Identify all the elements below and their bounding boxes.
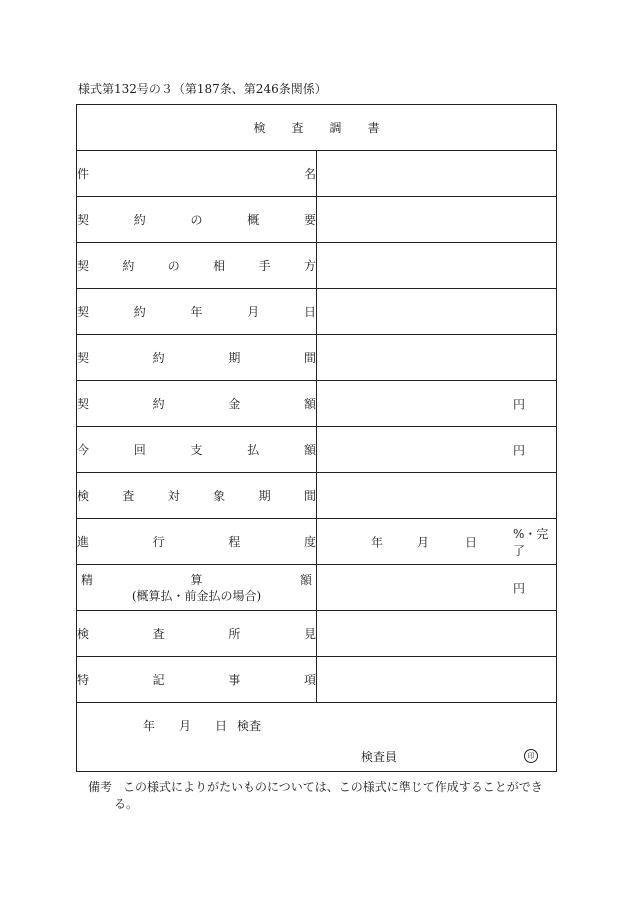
note-continuation: る。: [114, 797, 139, 811]
yen-unit: 円: [513, 443, 526, 457]
value-findings[interactable]: [317, 611, 557, 657]
label-contract-amount: 契 約 金 額: [77, 397, 316, 411]
value-remarks[interactable]: [317, 657, 557, 703]
form-number: 様式第132号の３（第187条、第246条関係）: [78, 82, 327, 96]
footer-month: 月: [179, 719, 192, 733]
row-contract-period: [77, 335, 557, 381]
value-contract-period[interactable]: [317, 335, 557, 381]
label-contract-summary: 契 約 の 概 要: [77, 213, 316, 227]
row-inspection-period: [77, 473, 557, 519]
row-settlement: [77, 565, 557, 611]
value-contract-summary[interactable]: [317, 197, 557, 243]
value-inspection-period[interactable]: [317, 473, 557, 519]
progress-year: 年: [371, 535, 384, 549]
label-inspection-period: 検 査 対 象 期 間: [77, 489, 316, 503]
label-contract-date: 契 約 年 月 日: [77, 305, 316, 319]
yen-unit: 円: [513, 397, 526, 411]
progress-suffix: %・完了: [513, 526, 549, 558]
form-title-cell: [77, 105, 557, 151]
row-subject: [77, 151, 557, 197]
label-settlement-sub: (概算払・前金払の場合): [131, 588, 262, 603]
row-findings: [77, 611, 557, 657]
note-text: この様式によりがたいものについては、この様式に準じて作成することができ: [123, 780, 543, 794]
footer-day: 日: [215, 719, 228, 733]
progress-day: 日: [465, 535, 478, 549]
row-remarks: [77, 657, 557, 703]
footer-year: 年: [143, 719, 156, 733]
value-progress[interactable]: [317, 519, 557, 565]
value-settlement[interactable]: [317, 565, 557, 611]
label-findings: 検 査 所 見: [77, 627, 316, 641]
row-contract-amount: [77, 381, 557, 427]
inspection-footer: [77, 703, 557, 772]
value-subject[interactable]: [317, 151, 557, 197]
form-title: 検査調書: [253, 121, 406, 135]
seal-mark: 印: [524, 749, 538, 763]
row-contract-date: [77, 289, 557, 335]
row-progress: [77, 519, 557, 565]
row-payment-amount: [77, 427, 557, 473]
label-subject: 件 名: [77, 167, 316, 181]
value-contract-date[interactable]: [317, 289, 557, 335]
label-payment-amount: 今 回 支 払 額: [77, 443, 316, 457]
note-head: 備考: [88, 780, 113, 794]
row-contract-summary: [77, 197, 557, 243]
label-contract-party: 契 約 の 相 手 方: [77, 259, 316, 273]
inspector-label: 検査員: [361, 750, 398, 764]
label-remarks: 特 記 事 項: [77, 673, 316, 687]
progress-month: 月: [417, 535, 430, 549]
note: [88, 779, 558, 813]
inspection-form: [76, 104, 557, 772]
value-contract-party[interactable]: [317, 243, 557, 289]
footer-inspection: 検査: [237, 719, 262, 733]
value-payment-amount[interactable]: [317, 427, 557, 473]
label-settlement: 精 算 額 (概算払・前金払の場合): [77, 572, 316, 604]
row-contract-party: [77, 243, 557, 289]
label-contract-period: 契 約 期 間: [77, 351, 316, 365]
label-progress: 進 行 程 度: [77, 535, 316, 549]
yen-unit: 円: [513, 581, 526, 595]
value-contract-amount[interactable]: [317, 381, 557, 427]
